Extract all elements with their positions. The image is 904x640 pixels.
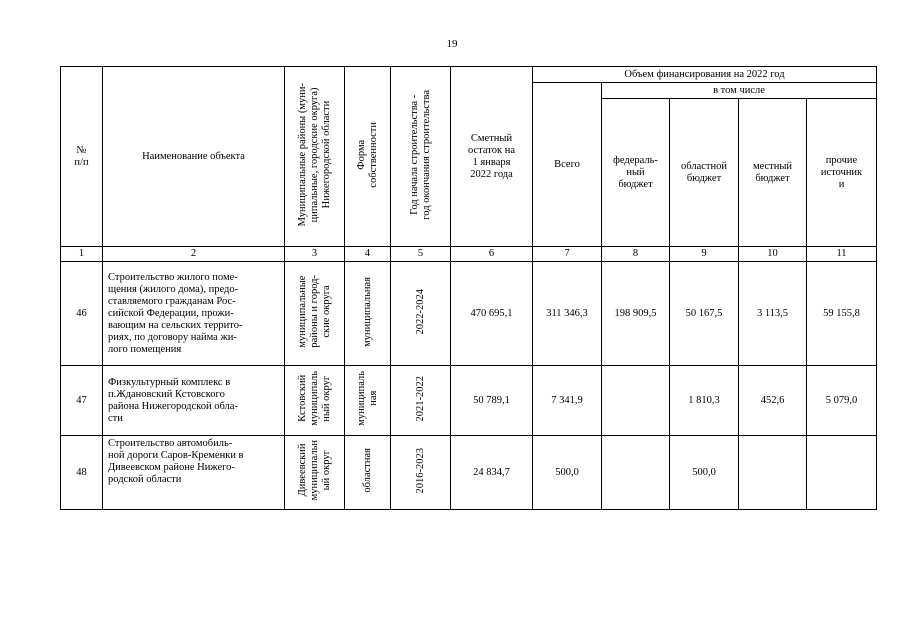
header-num-line: п/п [74, 156, 89, 168]
table-header [61, 67, 877, 247]
cell-form-line: муниципаль [355, 371, 367, 426]
cell-municipal-line: ый округ [320, 450, 332, 491]
header-federal-line: федераль- [613, 154, 658, 166]
header-funding: Объем финансирования на 2022 год [533, 67, 877, 83]
cell-municipal-line: Дивеевский [296, 444, 308, 497]
table-row [61, 366, 877, 436]
cell-name-line: лого помещения [108, 343, 182, 355]
cell-municipal [285, 262, 345, 366]
column-number: 6 [451, 247, 533, 262]
cell-years-text: 2021-2022 [414, 375, 426, 422]
cell-form-line: муниципальная [361, 276, 373, 347]
cell-regional: 50 167,5 [670, 262, 739, 366]
cell-balance: 470 695,1 [451, 262, 533, 366]
header-other [807, 99, 877, 247]
cell-regional: 500,0 [670, 436, 739, 510]
cell-name-line: вающим на сельских террито- [108, 319, 243, 331]
column-number: 5 [391, 247, 451, 262]
header-other-line: прочие [825, 154, 858, 166]
header-including: в том числе [602, 83, 877, 99]
cell-name [103, 366, 285, 436]
cell-name-line: родской области [108, 474, 182, 485]
header-federal-line: ный [626, 166, 645, 178]
column-number: 8 [602, 247, 670, 262]
cell-years [391, 262, 451, 366]
cell-form-text [362, 448, 374, 493]
column-number: 11 [807, 247, 877, 262]
column-number: 7 [533, 247, 602, 262]
cell-other [807, 436, 877, 510]
table-row [61, 436, 877, 510]
header-years-line: Год начала строительства - [408, 94, 420, 215]
header-local-line: местный [752, 160, 793, 172]
header-balance-line: 2022 года [470, 168, 513, 180]
cell-name-line: Физкультурный комплекс в [108, 376, 231, 388]
column-number: 10 [739, 247, 807, 262]
header-form [345, 67, 391, 247]
cell-name-line: ной дороги Саров-Кременки в [108, 450, 244, 461]
table-body [61, 247, 877, 510]
cell-name-line: щения (жилого дома), предо- [108, 283, 239, 295]
cell-form-line: областная [361, 448, 373, 493]
cell-name-line: Строительство автомобиль- [108, 438, 233, 449]
header-regional-line: областной [681, 160, 727, 172]
header-local-line: бюджет [755, 172, 790, 184]
cell-municipal-text [297, 440, 333, 500]
cell-total: 500,0 [533, 436, 602, 510]
cell-local: 452,6 [739, 366, 807, 436]
cell-num: 47 [61, 366, 103, 436]
header-num-line: № [76, 144, 87, 156]
cell-years [391, 436, 451, 510]
header-form-line: Форма [355, 139, 367, 170]
column-number: 3 [285, 247, 345, 262]
header-local [739, 99, 807, 247]
header-municipal-line: Нижегородской области [320, 100, 332, 209]
header-years [391, 67, 451, 247]
header-municipal-line: Муниципальные районы (муни- [296, 82, 308, 227]
cell-municipal [285, 436, 345, 510]
financing-table [60, 66, 877, 510]
cell-local [739, 436, 807, 510]
cell-years-text: 2022-2024 [414, 288, 426, 335]
header-years-text [409, 90, 433, 220]
cell-municipal-text [297, 371, 333, 426]
cell-balance: 24 834,7 [451, 436, 533, 510]
cell-name-line: Строительство жилого поме- [108, 271, 238, 283]
cell-form-line: ная [367, 390, 379, 407]
cell-other: 59 155,8 [807, 262, 877, 366]
cell-form-text [356, 371, 380, 426]
header-federal [602, 99, 670, 247]
header-form-text [356, 122, 380, 188]
column-number: 4 [345, 247, 391, 262]
header-municipal-text [297, 83, 333, 226]
cell-name-line: сийской Федерации, прожи- [108, 307, 234, 319]
cell-num: 48 [61, 436, 103, 510]
header-num [61, 67, 103, 247]
cell-municipal [285, 366, 345, 436]
cell-total: 311 346,3 [533, 262, 602, 366]
cell-federal [602, 366, 670, 436]
header-balance-line: Сметный [470, 132, 513, 144]
cell-balance: 50 789,1 [451, 366, 533, 436]
cell-local: 3 113,5 [739, 262, 807, 366]
cell-name [103, 436, 285, 510]
header-municipal-line: ципальные, городские округа) [308, 87, 320, 222]
cell-federal [602, 436, 670, 510]
header-municipal [285, 67, 345, 247]
cell-regional: 1 810,3 [670, 366, 739, 436]
cell-municipal-line: муниципаль [308, 371, 320, 426]
cell-municipal-line: районы и город- [308, 275, 320, 348]
cell-form [345, 262, 391, 366]
cell-name-line: риях, по договору найма жи- [108, 331, 237, 343]
header-name: Наименование объекта [103, 67, 285, 247]
cell-form [345, 366, 391, 436]
header-other-line: и [838, 178, 845, 190]
page-number: 19 [446, 38, 458, 50]
header-form-line: собственности [367, 121, 379, 188]
cell-municipal-line: ские округа [320, 285, 332, 338]
cell-form [345, 436, 391, 510]
cell-name-line: п.Ждановский Кстовского [108, 388, 225, 400]
cell-name [103, 262, 285, 366]
cell-num: 46 [61, 262, 103, 366]
column-number: 1 [61, 247, 103, 262]
header-balance [451, 67, 533, 247]
cell-other: 5 079,0 [807, 366, 877, 436]
cell-form-text [362, 277, 374, 347]
column-number: 9 [670, 247, 739, 262]
cell-years-text: 2016-2023 [414, 447, 426, 494]
column-number: 2 [103, 247, 285, 262]
cell-name-line: Дивеевском районе Нижего- [108, 462, 235, 473]
header-balance-line: 1 января [472, 156, 511, 168]
cell-federal: 198 909,5 [602, 262, 670, 366]
cell-total: 7 341,9 [533, 366, 602, 436]
header-balance-line: остаток на [468, 144, 515, 156]
table-row [61, 262, 877, 366]
header-total: Всего [533, 83, 602, 247]
cell-name-line: сти [108, 412, 123, 424]
header-years-line: год окончания строительства [420, 89, 432, 220]
cell-municipal-line: ный округ [320, 375, 332, 422]
cell-years [391, 366, 451, 436]
cell-name-line: района Нижегородской обла- [108, 400, 238, 412]
cell-municipal-text [297, 275, 333, 348]
header-federal-line: бюджет [618, 178, 653, 190]
cell-municipal-line: Кстовский [296, 375, 308, 422]
cell-municipal-line: муниципальные [296, 275, 308, 348]
column-number-row [61, 247, 877, 262]
cell-name-line: ставляемого гражданам Рос- [108, 295, 236, 307]
header-other-line: источник [820, 166, 863, 178]
header-regional-line: бюджет [686, 172, 722, 184]
header-regional [670, 99, 739, 247]
cell-municipal-line: муниципальн [308, 440, 320, 501]
